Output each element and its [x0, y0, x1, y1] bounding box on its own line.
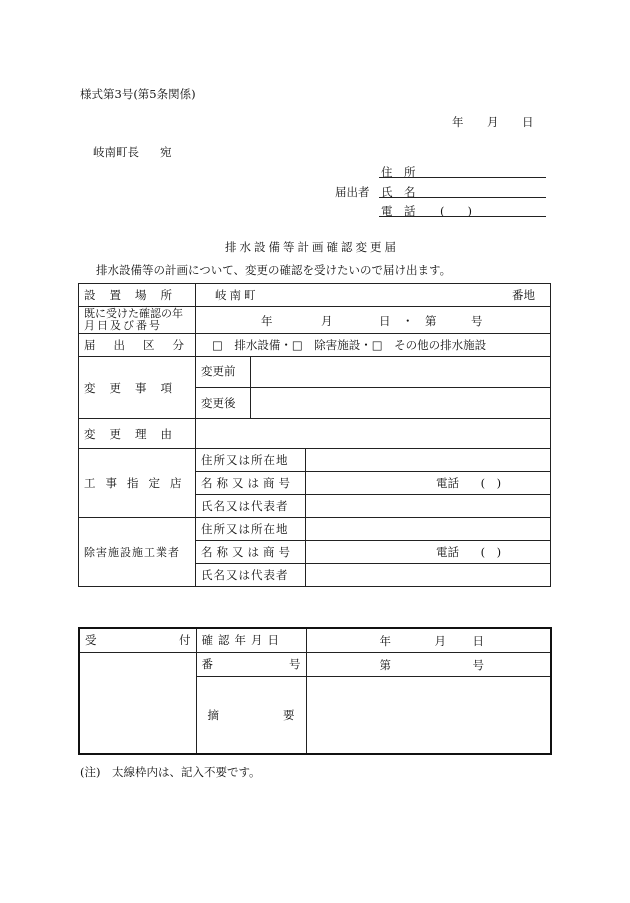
removal-label: 除害施設施工業者: [84, 546, 180, 559]
contractor-label-cell: [79, 449, 196, 518]
contractor-tel-label: 電話: [436, 476, 459, 490]
removal-name-field[interactable]: [306, 541, 551, 564]
applicant-phone-paren: ( ): [440, 204, 472, 218]
before-label: 変更前: [196, 357, 251, 388]
number-label-1: 番: [201, 657, 213, 671]
reason-label-cell: [79, 419, 196, 449]
prev-confirm-label-cell: [79, 307, 196, 334]
applicant-name-line[interactable]: [379, 197, 546, 198]
contractor-addr-field[interactable]: [306, 449, 551, 472]
prev-year: 年: [261, 314, 273, 328]
footnote: (注) 太線枠内は、記入不要です。: [80, 765, 261, 779]
removal-label-cell: [79, 518, 196, 587]
form-title: 排水設備等計画確認変更届: [225, 240, 399, 254]
contractor-addr-label: 住所又は所在地: [196, 449, 306, 472]
date-year: 年: [452, 115, 464, 129]
contractor-tel-paren: ( ): [480, 476, 502, 490]
change-label: 変更事項: [84, 380, 186, 395]
receipt-stamp-area: [79, 652, 196, 754]
banchi-label: 番地: [512, 288, 535, 302]
category-label-cell: [79, 334, 202, 357]
prev-dot: ・: [402, 314, 414, 328]
prev-confirm-label-2: 月日及び番号: [84, 319, 162, 332]
prev-no-prefix: 第: [425, 314, 437, 328]
date-month: 月: [487, 115, 499, 129]
applicant-address-line[interactable]: [379, 177, 546, 178]
after-label: 変更後: [196, 388, 251, 419]
contractor-name-label: 名称又は商号: [196, 472, 306, 495]
honorific: 宛: [160, 145, 172, 159]
confirm-year: 年: [379, 634, 391, 649]
removal-addr-field[interactable]: [306, 518, 551, 541]
receipt-label-1: 受: [85, 633, 97, 648]
applicant-name-label: 氏 名: [381, 185, 416, 199]
confirm-month: 月: [434, 634, 446, 649]
confirm-day: 日: [472, 634, 484, 649]
number-suffix: 号: [472, 658, 484, 672]
applicant-address-label: 住 所: [381, 165, 416, 179]
number-field[interactable]: [306, 652, 551, 676]
location-label: 設置場所: [84, 288, 186, 302]
addressee: 岐南町長: [93, 145, 139, 159]
summary-label-1: 摘: [207, 707, 219, 722]
prev-confirm-cell[interactable]: [196, 307, 551, 334]
removal-tel-paren: ( ): [480, 545, 502, 559]
contractor-name-field[interactable]: [306, 472, 551, 495]
contractor-label: 工事指定店: [84, 476, 192, 490]
summary-label-2: 要: [283, 707, 295, 722]
office-use-table: [78, 627, 552, 755]
location-cell[interactable]: [196, 284, 551, 307]
contractor-rep-field[interactable]: [306, 495, 551, 518]
prev-confirm-label-1: 既に受けた確認の年: [84, 307, 183, 320]
date-day: 日: [522, 115, 534, 129]
contractor-rep-label: 氏名又は代表者: [196, 495, 306, 518]
application-table: [78, 283, 551, 587]
town-name: 岐南町: [215, 288, 259, 302]
form-number: 様式第3号(第5条関係): [80, 87, 196, 101]
intro-text: 排水設備等の計画について、変更の確認を受けたいので届け出ます。: [96, 263, 452, 277]
applicant-phone-line[interactable]: [379, 216, 546, 217]
confirm-date-field[interactable]: [306, 628, 551, 652]
prev-day: 日: [379, 314, 391, 328]
confirm-date-label: 確認年月日: [196, 628, 306, 652]
reason-field[interactable]: [196, 419, 551, 449]
applicant-phone-label: 電 話: [381, 204, 416, 218]
removal-name-label: 名称又は商号: [196, 541, 306, 564]
category-label: 届出区分: [84, 338, 202, 352]
receipt-label-cell: [79, 628, 196, 652]
before-field[interactable]: [251, 357, 551, 388]
reason-label: 変更理由: [84, 426, 186, 441]
change-label-cell: [79, 357, 196, 419]
after-field[interactable]: [251, 388, 551, 419]
removal-rep-label: 氏名又は代表者: [196, 564, 306, 587]
location-label-cell: [79, 284, 196, 307]
prev-no-suffix: 号: [471, 314, 483, 328]
prev-month: 月: [321, 314, 333, 328]
summary-field[interactable]: [306, 676, 551, 754]
removal-tel-label: 電話: [436, 545, 459, 559]
summary-label-cell: [196, 676, 306, 754]
number-label-cell: [196, 652, 306, 676]
number-prefix: 第: [379, 658, 391, 672]
removal-addr-label: 住所又は所在地: [196, 518, 306, 541]
removal-rep-field[interactable]: [306, 564, 551, 587]
receipt-label-2: 付: [179, 633, 191, 648]
applicant-label: 届出者: [335, 185, 370, 199]
category-options[interactable]: □ 排水設備・□ 除害施設・□ その他の排水施設: [196, 334, 551, 357]
number-label-2: 号: [289, 657, 301, 671]
